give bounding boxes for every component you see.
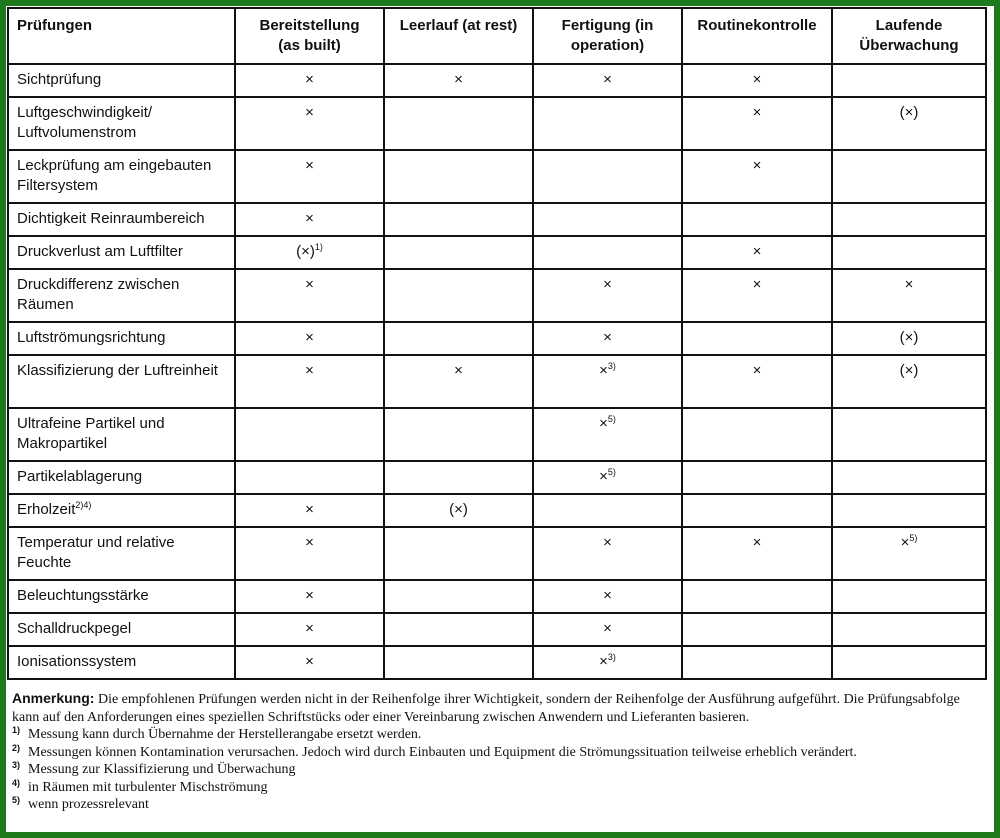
cell-at-rest: [384, 97, 533, 150]
footnote-5: $^{5)}$ wenn prozessrelevant: [12, 795, 149, 812]
table-row: [8, 322, 986, 355]
cell-as-built: ×: [235, 355, 384, 408]
cell-routine: ×: [682, 64, 832, 97]
cell-at-rest: ×: [384, 64, 533, 97]
cell-monitoring: (×): [832, 97, 986, 150]
cell-as-built: ×: [235, 150, 384, 203]
table-row: [8, 646, 986, 679]
remark-label: Anmerkung:: [12, 690, 95, 706]
cell-at-rest: [384, 580, 533, 613]
footnote-1: $^{1)}$ Messung kann durch Übernahme der Herstellerangabe ersetzt werden.: [12, 725, 422, 742]
cell-as-built: ×: [235, 646, 384, 679]
row-label: Druckverlust am Luftfilter: [8, 236, 235, 269]
cell-at-rest: [384, 646, 533, 679]
table-row: [8, 613, 986, 646]
cell-monitoring: [832, 494, 986, 527]
table-header-row: [8, 8, 986, 64]
table-row: [8, 203, 986, 236]
cell-at-rest: [384, 203, 533, 236]
cell-monitoring: (×): [832, 322, 986, 355]
cell-monitoring: [832, 64, 986, 97]
cell-monitoring: ×: [832, 269, 986, 322]
cell-monitoring: [832, 461, 986, 494]
cell-monitoring: ×$^{5)}$: [832, 527, 986, 580]
table-row: [8, 494, 986, 527]
header-routinekontrolle: Routinekontrolle: [682, 8, 832, 64]
cell-routine: ×: [682, 236, 832, 269]
footnote-3: $^{3)}$ Messung zur Klassifizierung und Überwachung: [12, 760, 296, 777]
header-bereitstellung: Bereitstellung (as built): [235, 8, 384, 64]
cell-in-operation: [533, 97, 682, 150]
cell-in-operation: ×: [533, 613, 682, 646]
cell-at-rest: [384, 269, 533, 322]
table-row: [8, 236, 986, 269]
footnote-4: $^{4)}$ in Räumen mit turbulenter Mischströmung: [12, 777, 268, 795]
cell-in-operation: [533, 203, 682, 236]
cell-at-rest: (×): [384, 494, 533, 527]
cell-routine: [682, 646, 832, 679]
row-label: Dichtigkeit Reinraumbereich: [8, 203, 235, 236]
cell-as-built: ×: [235, 527, 384, 580]
row-label: Partikelablagerung: [8, 461, 235, 494]
cell-as-built: ×: [235, 322, 384, 355]
cell-as-built: [235, 408, 384, 461]
row-label: Klassifizierung der Luftreinheit: [8, 355, 235, 408]
footnote-2: $^{2)}$ Messungen können Kontamination verursachen. Jedoch wird durch Einbauten und Equipment die Strömungssituation teilweise erheblich verändert.: [12, 742, 857, 760]
row-label: Luftströmungsrichtung: [8, 322, 235, 355]
row-label: Ultrafeine Partikel und Makropartikel: [8, 408, 235, 461]
cell-in-operation: ×: [533, 269, 682, 322]
cell-at-rest: [384, 150, 533, 203]
cell-in-operation: [533, 150, 682, 203]
cell-at-rest: [384, 613, 533, 646]
remark-text: Die empfohlenen Prüfungen werden nicht in der Reihenfolge ihrer Wichtigkeit, sondern der Reihenfolge der Ausführung aufgeführt. Die Prüfungsabfolge kann auf den Anforderungen eines speziellen Schriftstücks oder einer Vereinbarung zwischen Anwendern und Lieferanten basieren.: [12, 692, 960, 725]
table-row: [8, 408, 986, 461]
row-label: Schalldruckpegel: [8, 613, 235, 646]
row-label: Ionisationssystem: [8, 646, 235, 679]
cell-in-operation: ×: [533, 527, 682, 580]
cell-in-operation: ×$^{3)}$: [533, 355, 682, 408]
cell-as-built: ×: [235, 580, 384, 613]
cell-in-operation: ×$^{5)}$: [533, 408, 682, 461]
cell-at-rest: [384, 322, 533, 355]
cell-as-built: ×: [235, 203, 384, 236]
table-row: [8, 461, 986, 494]
cell-at-rest: [384, 461, 533, 494]
row-label: Beleuchtungsstärke: [8, 580, 235, 613]
table-row: [8, 580, 986, 613]
cell-routine: [682, 494, 832, 527]
cell-routine: [682, 322, 832, 355]
cell-monitoring: [832, 150, 986, 203]
cell-in-operation: ×: [533, 580, 682, 613]
cell-as-built: [235, 461, 384, 494]
cell-routine: [682, 203, 832, 236]
cell-monitoring: [832, 613, 986, 646]
cell-routine: [682, 408, 832, 461]
row-label: Sichtprüfung: [8, 64, 235, 97]
cell-routine: [682, 580, 832, 613]
cell-as-built: ×: [235, 64, 384, 97]
table-row: [8, 150, 986, 203]
row-label: Luftgeschwindigkeit/ Luftvolumenstrom: [8, 97, 235, 150]
cell-routine: ×: [682, 527, 832, 580]
cell-routine: ×: [682, 269, 832, 322]
cell-as-built: ×: [235, 613, 384, 646]
cell-in-operation: [533, 236, 682, 269]
cell-routine: ×: [682, 150, 832, 203]
header-leerlauf: Leerlauf (at rest): [384, 8, 533, 64]
header-laufende-ueberwachung: Laufende Überwachung: [832, 8, 986, 64]
cell-as-built: ×: [235, 269, 384, 322]
table-row: [8, 355, 986, 408]
cell-monitoring: [832, 236, 986, 269]
cell-as-built: $(\times)^{1)}$: [235, 236, 384, 269]
cell-routine: ×: [682, 355, 832, 408]
cell-in-operation: ×: [533, 322, 682, 355]
cell-at-rest: [384, 408, 533, 461]
cell-at-rest: [384, 527, 533, 580]
table-row: [8, 64, 986, 97]
cell-monitoring: (×): [832, 355, 986, 408]
test-matrix-table: [7, 7, 987, 680]
cell-as-built: ×: [235, 97, 384, 150]
cell-in-operation: ×: [533, 64, 682, 97]
row-label: Leckprüfung am eingebauten Filtersystem: [8, 150, 235, 203]
cell-monitoring: [832, 646, 986, 679]
cell-as-built: ×: [235, 494, 384, 527]
table-row: [8, 97, 986, 150]
cell-monitoring: [832, 408, 986, 461]
table-row: [8, 269, 986, 322]
cell-monitoring: [832, 203, 986, 236]
header-pruefungen: Prüfungen: [8, 8, 235, 64]
cell-routine: ×: [682, 97, 832, 150]
row-label: Temperatur und relative Feuchte: [8, 527, 235, 580]
cell-in-operation: ×$^{3)}$: [533, 646, 682, 679]
remark-paragraph: [12, 690, 990, 726]
row-label: Druckdifferenz zwischen Räumen: [8, 269, 235, 322]
cell-monitoring: [832, 580, 986, 613]
cell-routine: [682, 613, 832, 646]
row-label: Erholzeit$^{2)4)}$: [8, 494, 235, 527]
cell-in-operation: [533, 494, 682, 527]
cell-routine: [682, 461, 832, 494]
cell-at-rest: [384, 236, 533, 269]
notes-section: [12, 690, 990, 814]
table-row: [8, 527, 986, 580]
cell-in-operation: ×$^{5)}$: [533, 461, 682, 494]
header-fertigung: Fertigung (in operation): [533, 8, 682, 64]
cell-at-rest: ×: [384, 355, 533, 408]
